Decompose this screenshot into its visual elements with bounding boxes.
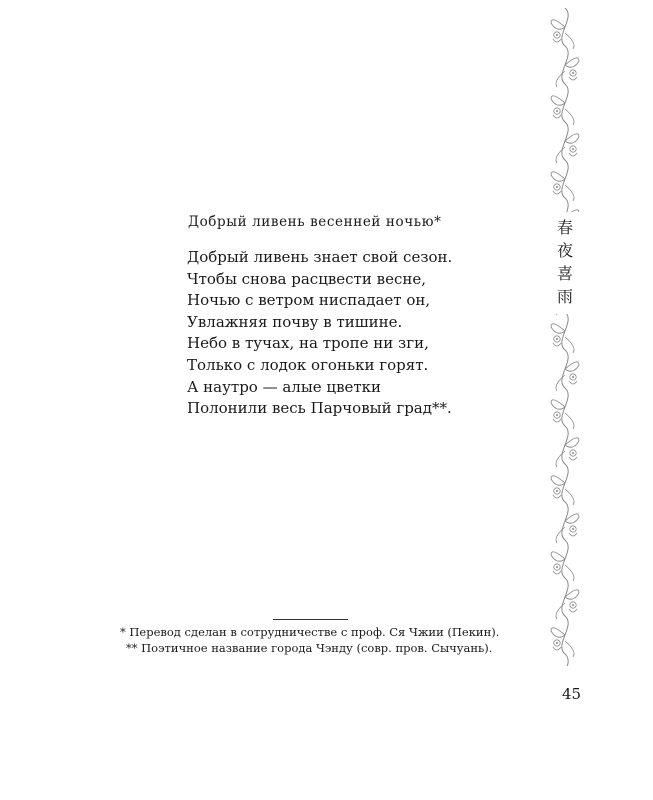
- chinese-char: 雨: [556, 287, 573, 306]
- chinese-char: 夜: [556, 241, 573, 260]
- poem-line: Полонили весь Парчовый град**.: [187, 399, 452, 418]
- chinese-title-vertical: [548, 212, 582, 314]
- footnote-divider: [273, 619, 348, 620]
- poem-body: [187, 247, 452, 420]
- poem-line: Только с лодок огоньки горят.: [187, 355, 429, 374]
- footnote-2: ** Поэтичное название города Чэнду (совр. пров. Сычуань).: [126, 641, 493, 655]
- poem-line: Небо в тучах, на тропе ни зги,: [187, 334, 429, 353]
- poem-line: А наутро — алые цветки: [187, 377, 382, 396]
- poem-title: Добрый ливень весенней ночью*: [188, 214, 442, 230]
- poem-line: Увлажняя почву в тишине.: [187, 312, 403, 331]
- poem-line: Ночью с ветром ниспадает он,: [187, 291, 431, 310]
- chinese-char: 春: [556, 218, 573, 237]
- poem-line: Добрый ливень знает свой сезон.: [187, 248, 453, 266]
- floral-border-ornament: [548, 8, 582, 666]
- page-number: 45: [562, 685, 582, 703]
- chinese-char: 喜: [556, 264, 573, 283]
- poem-line: Чтобы снова расцвести весне,: [187, 269, 426, 288]
- footnote-1: * Перевод сделан в сотрудничестве с проф. Ся Чжии (Пекин).: [120, 625, 500, 639]
